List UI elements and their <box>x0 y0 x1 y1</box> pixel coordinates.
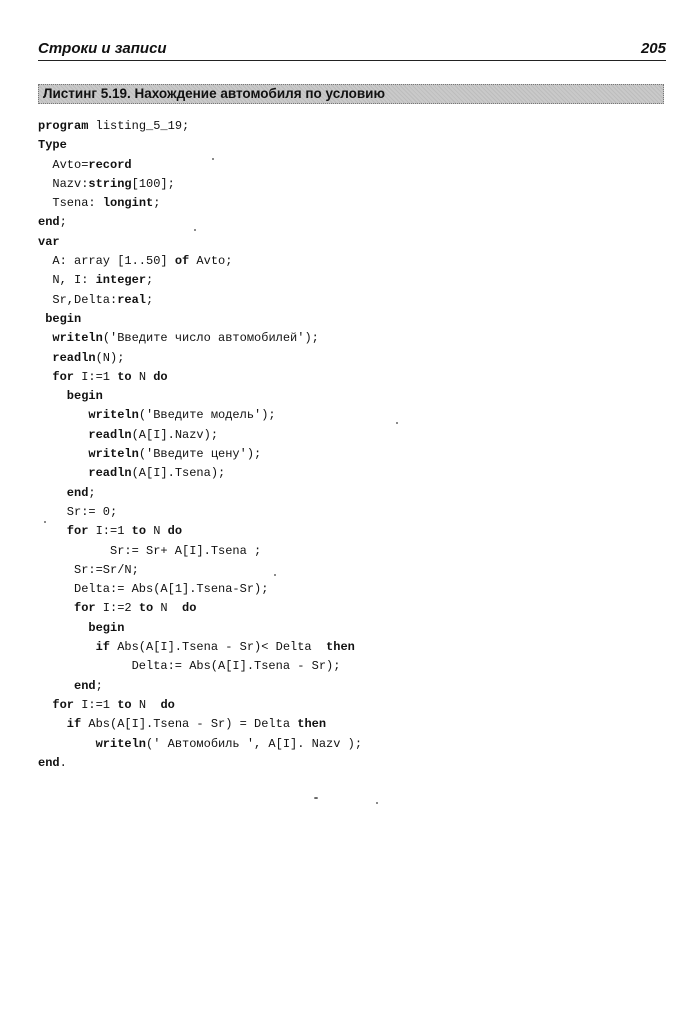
code-text: I:=1 <box>74 369 118 384</box>
code-keyword: var <box>38 234 60 249</box>
code-text: I:=2 <box>95 601 139 616</box>
scan-speck <box>314 797 318 799</box>
scan-speck <box>396 422 398 424</box>
code-line <box>38 136 658 155</box>
code-text: A: array [1..50] <box>52 254 175 269</box>
code-line <box>38 406 658 425</box>
code-line <box>38 599 658 618</box>
code-keyword: then <box>297 717 327 732</box>
code-listing <box>38 117 658 773</box>
code-keyword: writeln <box>88 408 139 423</box>
code-text: N <box>146 524 168 539</box>
code-line <box>38 503 658 522</box>
scan-speck <box>274 574 276 576</box>
code-line <box>38 252 658 271</box>
code-line <box>38 754 658 773</box>
code-line <box>38 349 658 368</box>
code-text: Sr:= 0; <box>66 504 118 519</box>
code-text: Nazv: <box>52 176 89 191</box>
header-rule <box>38 60 666 61</box>
code-line <box>38 464 658 483</box>
code-text: ; <box>153 196 161 211</box>
code-keyword: readln <box>88 466 132 481</box>
code-text: (N); <box>95 350 125 365</box>
code-text: I:=1 <box>88 524 132 539</box>
code-keyword: end <box>66 485 89 500</box>
code-text: Delta:= Abs(A[I].Tsena - Sr); <box>131 659 341 674</box>
code-keyword: for <box>74 601 96 616</box>
code-keyword: integer <box>95 273 147 288</box>
code-keyword: end <box>74 678 96 693</box>
code-keyword: end <box>38 755 60 770</box>
code-text: ; <box>146 292 154 307</box>
code-line <box>38 117 658 136</box>
scan-speck <box>376 802 378 804</box>
code-line <box>38 619 658 638</box>
code-keyword: if <box>66 717 82 732</box>
code-keyword: for <box>52 697 74 712</box>
code-line <box>38 580 658 599</box>
code-line <box>38 213 658 232</box>
scan-speck <box>194 229 196 231</box>
code-text: Abs(A[I].Tsena - Sr) = Delta <box>81 717 298 732</box>
code-text: [100]; <box>131 176 175 191</box>
code-line <box>38 368 658 387</box>
code-keyword: real <box>117 292 147 307</box>
code-text: Abs(A[I].Tsena - Sr)< Delta <box>110 640 327 655</box>
code-keyword: to <box>117 369 132 384</box>
code-keyword: to <box>138 601 154 616</box>
code-line <box>38 484 658 503</box>
code-line <box>38 677 658 696</box>
code-text: ('Введите модель'); <box>138 408 276 423</box>
code-text: . <box>59 755 67 770</box>
code-line <box>38 426 658 445</box>
code-text: ; <box>59 215 67 230</box>
code-keyword: do <box>167 524 183 539</box>
code-line <box>38 522 658 541</box>
code-text: (A[I].Tsena); <box>131 466 226 481</box>
code-keyword: writeln <box>52 331 103 346</box>
code-text: N, I: <box>52 273 96 288</box>
code-keyword: record <box>88 157 132 172</box>
code-text: N <box>131 369 154 384</box>
code-line <box>38 387 658 406</box>
code-text: ; <box>146 273 154 288</box>
code-line <box>38 561 658 580</box>
code-line <box>38 715 658 734</box>
code-line <box>38 638 658 657</box>
code-keyword: for <box>52 369 74 384</box>
code-text: Delta:= Abs(A[1].Tsena-Sr); <box>74 582 269 597</box>
code-keyword: program <box>38 119 89 133</box>
code-line <box>38 310 658 329</box>
code-text: (A[I].Nazv); <box>131 427 219 442</box>
code-text: Tsena: <box>52 196 103 211</box>
code-keyword: do <box>160 697 175 712</box>
listing-title-bar <box>38 84 664 104</box>
listing-title: Листинг 5.19. Нахождение автомобиля по условию <box>43 86 385 101</box>
code-keyword: end <box>38 215 60 230</box>
code-keyword: readln <box>88 427 132 442</box>
code-text: ('Введите цену'); <box>138 447 262 462</box>
scan-speck <box>212 158 214 160</box>
code-text: ; <box>95 678 103 693</box>
page-number: 205 <box>640 40 666 57</box>
code-keyword: do <box>153 369 168 384</box>
code-line <box>38 175 658 194</box>
code-line <box>38 696 658 715</box>
code-keyword: if <box>95 640 110 655</box>
code-text: Sr:= Sr+ A[I].Tsena ; <box>110 543 262 558</box>
page-header <box>38 40 666 64</box>
scan-speck <box>44 521 46 523</box>
code-text: Avto= <box>52 157 89 172</box>
code-keyword: begin <box>66 389 103 404</box>
code-keyword: writeln <box>95 736 147 751</box>
code-text: N <box>153 601 183 616</box>
code-text: (' Автомобиль ', A[I]. Nazv ); <box>146 736 363 751</box>
code-line <box>38 445 658 464</box>
code-text: Sr:=Sr/N; <box>74 562 139 577</box>
code-line <box>38 329 658 348</box>
code-keyword: then <box>326 640 355 655</box>
code-keyword: to <box>131 524 147 539</box>
code-keyword: readln <box>52 350 96 365</box>
code-keyword: begin <box>88 620 125 635</box>
code-line <box>38 194 658 213</box>
code-line <box>38 291 658 310</box>
code-text: Avto; <box>189 254 233 269</box>
code-line <box>38 156 658 175</box>
code-keyword: begin <box>45 311 82 326</box>
code-line <box>38 233 658 252</box>
code-text: listing_5_19; <box>88 119 190 133</box>
code-line <box>38 735 658 754</box>
code-keyword: for <box>66 524 89 539</box>
code-keyword: Type <box>38 138 67 153</box>
code-keyword: longint <box>102 196 154 211</box>
code-line <box>38 542 658 561</box>
code-keyword: string <box>88 176 132 191</box>
code-keyword: writeln <box>88 447 139 462</box>
code-text: ; <box>88 485 96 500</box>
code-text: N <box>131 697 161 712</box>
running-title: Строки и записи <box>38 40 167 57</box>
code-line <box>38 657 658 676</box>
code-keyword: of <box>174 254 190 269</box>
code-keyword: to <box>117 697 132 712</box>
code-line <box>38 271 658 290</box>
code-keyword: do <box>182 601 197 616</box>
code-text: I:=1 <box>74 697 118 712</box>
code-text: ('Введите число автомобилей'); <box>102 331 319 346</box>
code-text: Sr,Delta: <box>52 292 118 307</box>
